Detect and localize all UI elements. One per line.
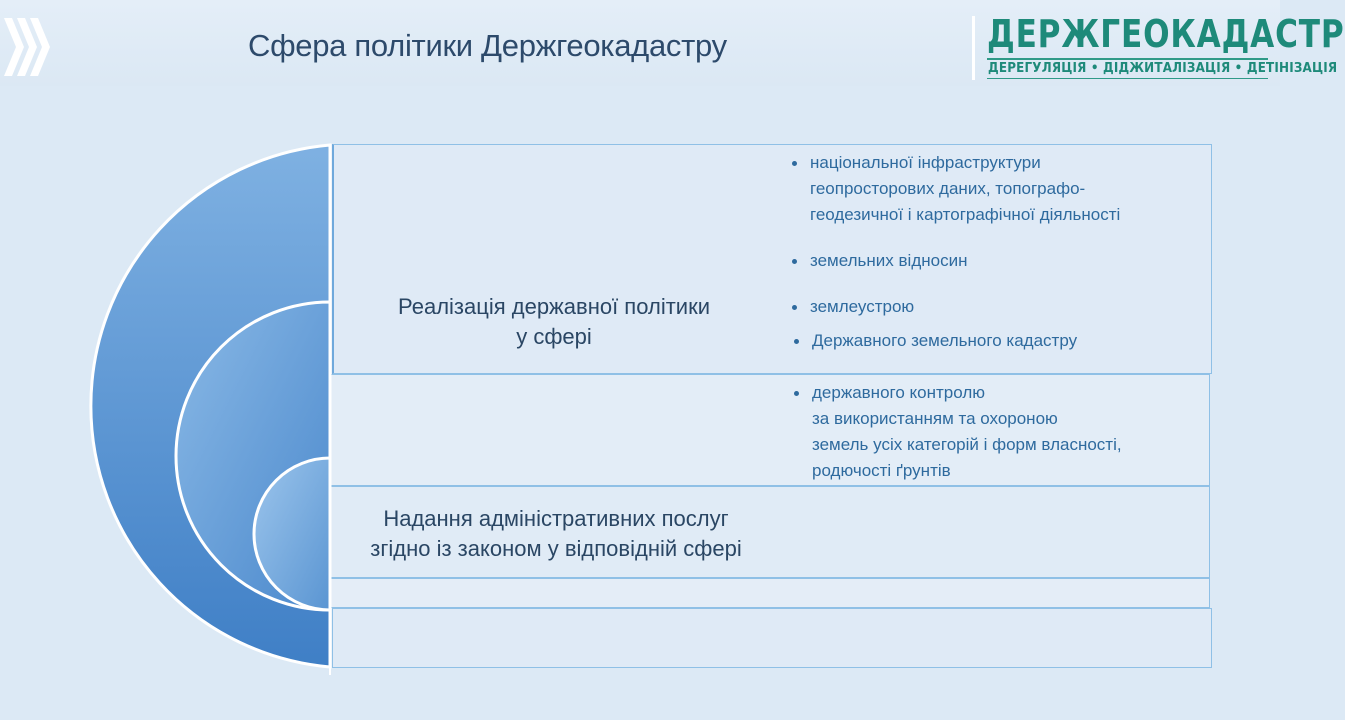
page-title: Сфера політики Держгеокадастру [248, 28, 727, 63]
services-label [338, 504, 774, 564]
bullet-text: земель усіх категорій і форм власності, [812, 435, 1122, 454]
policy-label-line2: у сфері [516, 324, 592, 349]
bullet-text: державного контролю [812, 383, 985, 402]
bullet-text: геопросторових даних, топографо- [810, 179, 1086, 198]
policy-label [356, 292, 752, 352]
arc-graphic [60, 140, 340, 680]
control-bullet-list [794, 380, 1122, 484]
services-label-line2: згідно із законом у відповідній сфері [370, 536, 742, 561]
chevrons-right-icon [4, 14, 50, 80]
logo-divider [972, 16, 975, 80]
bullet-text: за використанням та охороною [812, 409, 1058, 428]
list-item [792, 150, 1120, 228]
policy-label-line1: Реалізація державної політики [398, 294, 710, 319]
bullet-text: землеустрою [810, 297, 915, 316]
logo-underline-bottom [987, 78, 1268, 79]
list-item [794, 380, 1122, 484]
bullet-text: геодезичної і картографічної діяльності [810, 205, 1121, 224]
list-item [792, 294, 914, 320]
logo-underline [987, 58, 1268, 60]
services-label-line1: Надання адміністративних послуг [383, 506, 729, 531]
policy-bullet-list [794, 328, 1077, 354]
bullet-text: національної інфраструктури [810, 153, 1041, 172]
band-empty-bottom [332, 608, 1212, 668]
policy-bullet-list [792, 248, 967, 274]
bullet-text: Державного земельного кадастру [812, 331, 1078, 350]
band-empty-small [330, 578, 1210, 608]
bullet-text: родючості ґрунтів [812, 461, 951, 480]
list-item [794, 328, 1077, 354]
policy-bullet-list [792, 150, 1120, 228]
bullet-text: земельних відносин [810, 251, 968, 270]
list-item [792, 248, 967, 274]
header-bar [0, 0, 1345, 86]
policy-bullet-list [792, 294, 914, 320]
logo-name: ДЕРЖГЕОКАДАСТР [987, 12, 1345, 56]
logo-slogan: ДЕРЕГУЛЯЦІЯ • ДІДЖИТАЛІЗАЦІЯ • ДЕТІНІЗАЦІЯ [988, 61, 1338, 76]
